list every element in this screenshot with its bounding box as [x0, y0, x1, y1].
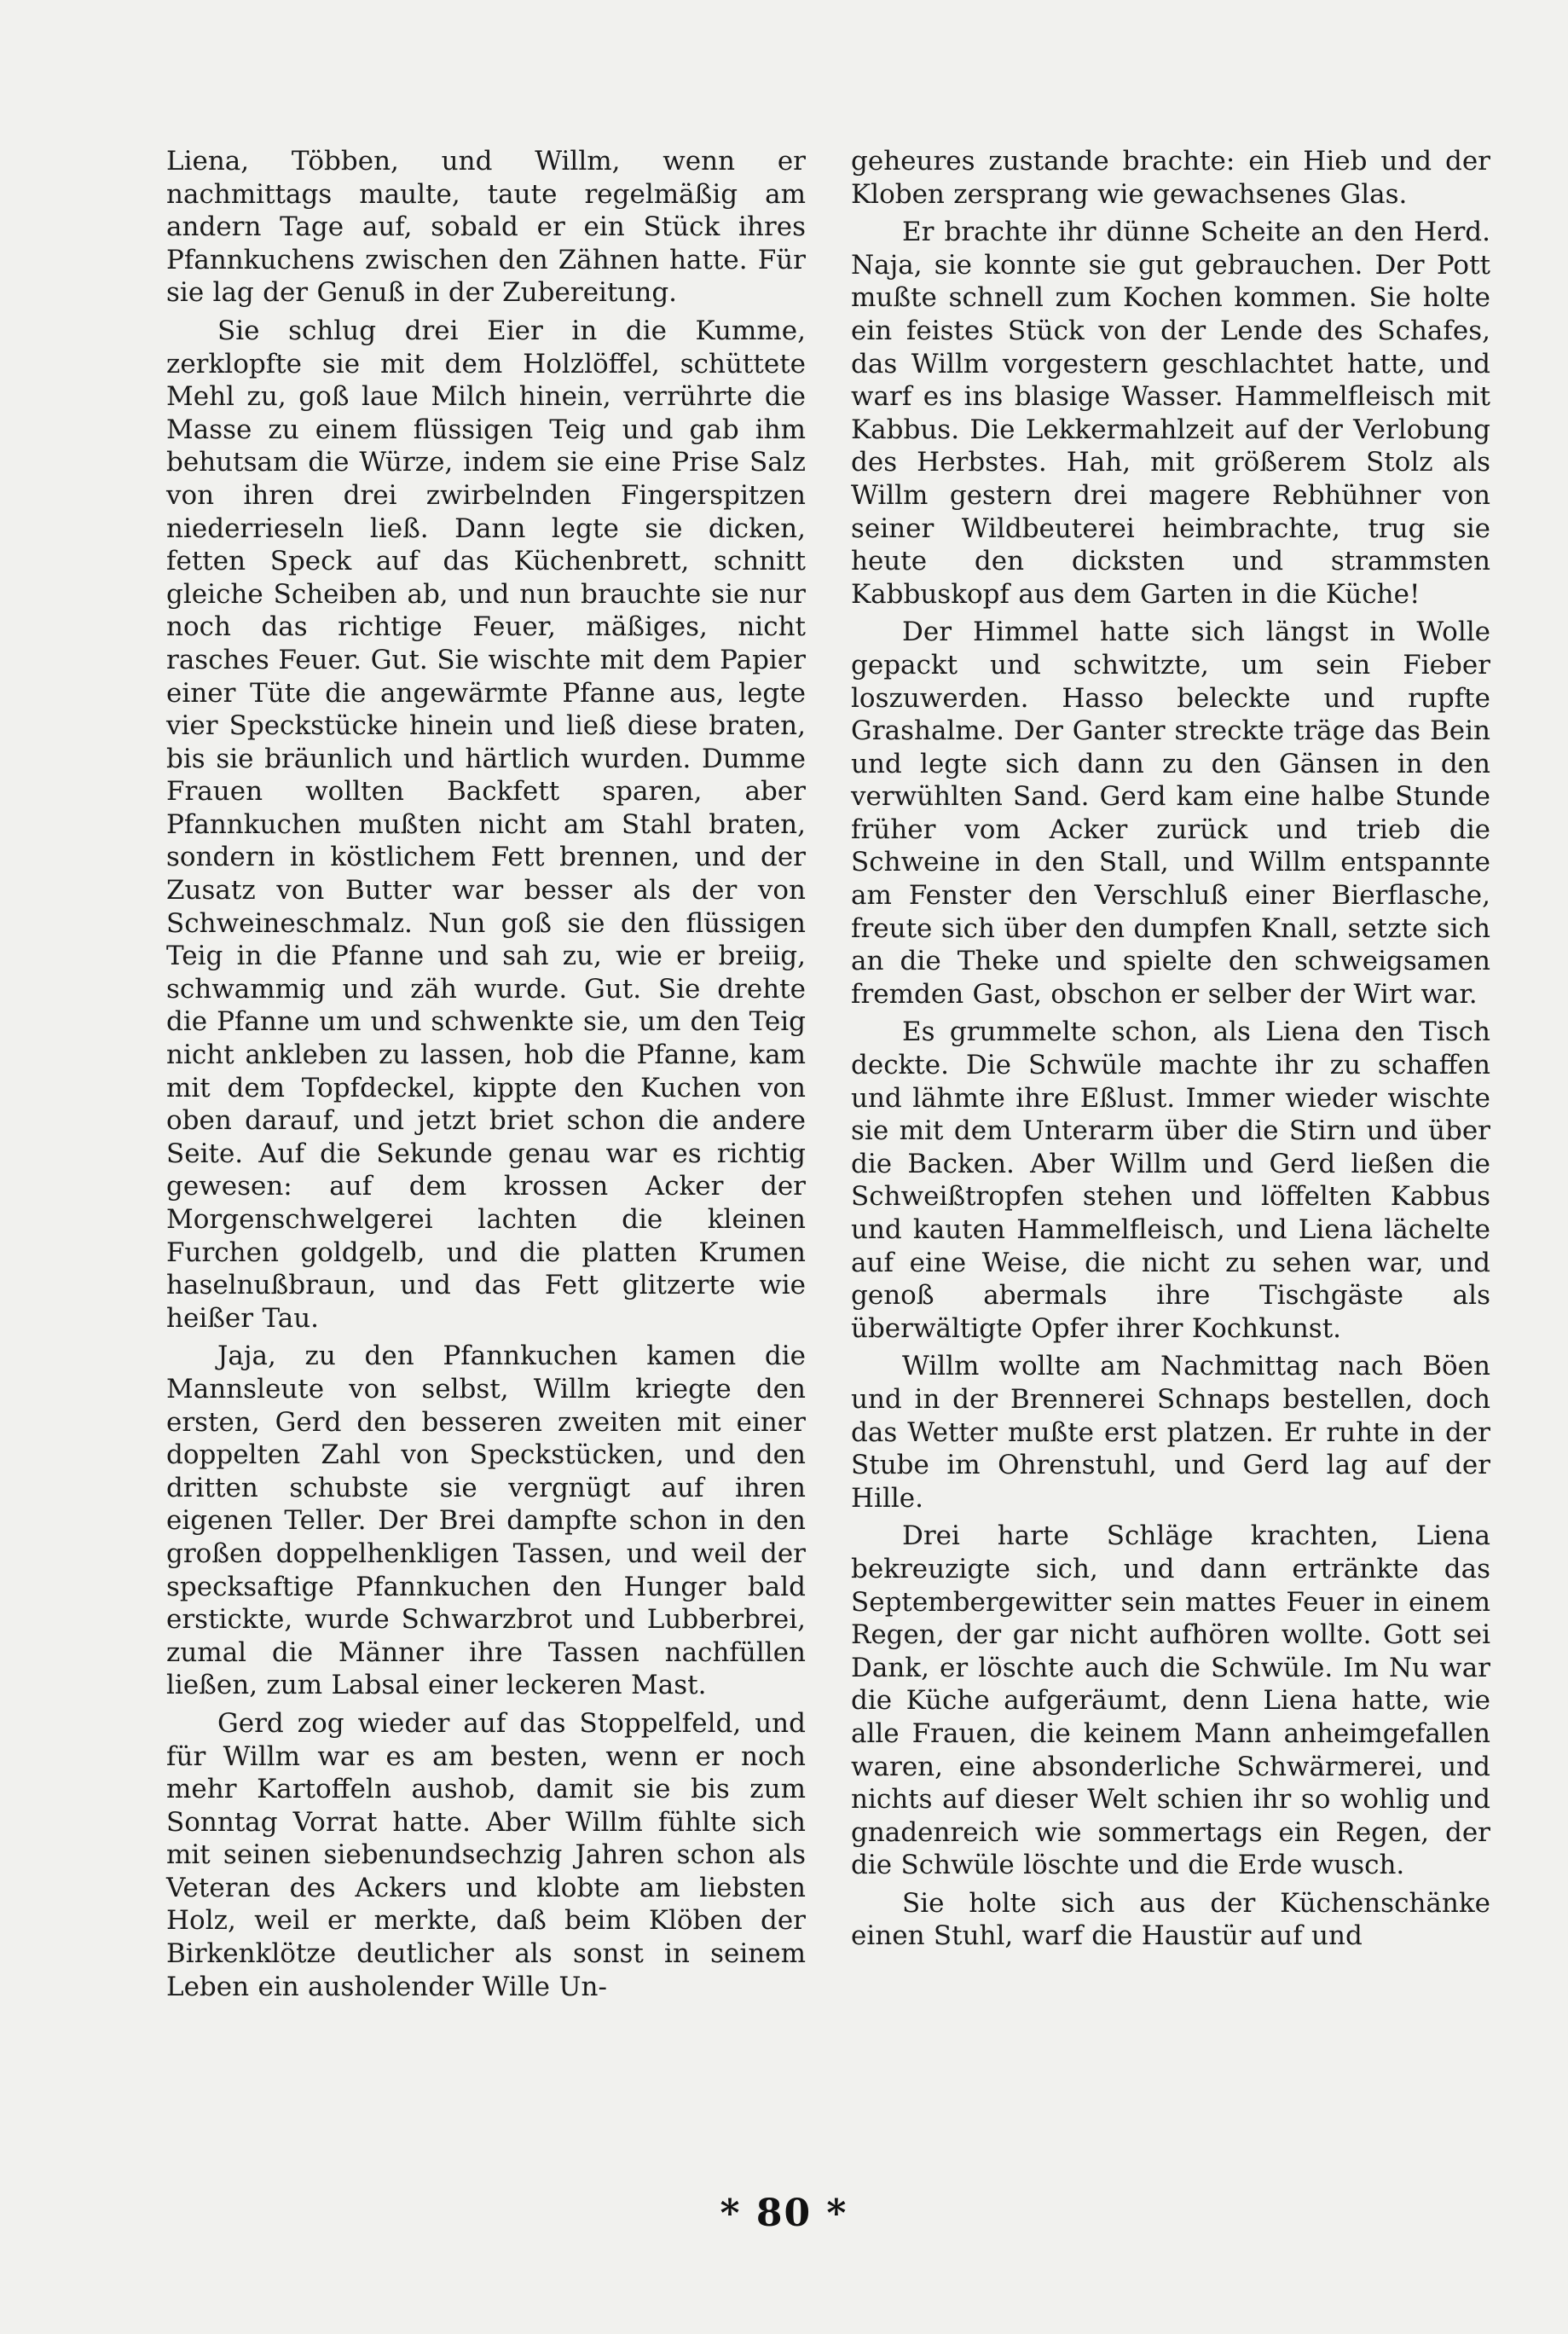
paragraph: Sie holte sich aus der Küchenschänke einen Stuhl, warf die Haustür auf und [851, 1887, 1490, 1952]
paragraph: Es grummelte schon, als Liena den Tisch deckte. Die Schwüle machte ihr zu schaffen und lähmte ihre Eßlust. Immer wieder wischte sie mit dem Unterarm über die Stirn und über die Backen. Aber Willm und Gerd ließen die Schweißtropfen stehen und löffelten Kabbus und kauten Hammelfleisch, und Liena lächelte auf eine Weise, die nicht zu sehen war, und genoß abermals ihre Tischgäste als überwältigte Opfer ihrer Kochkunst. [851, 1016, 1490, 1344]
paragraph: Liena, Többen, und Willm, wenn er nachmittags maulte, taute regelmäßig am andern Tage auf, sobald er ein Stück ihres Pfannkuchens zwischen den Zähnen hatte. Für sie lag der Genuß in der Zubereitung. [166, 146, 806, 309]
right-column [851, 145, 1490, 1953]
paragraph: Gerd zog wieder auf das Stoppelfeld, und für Willm war es am besten, wenn er noch mehr Kartoffeln aushob, damit sie bis zum Sonntag Vorrat hatte. Aber Willm fühlte sich mit seinen siebenundsechzig Jahren schon als Veteran des Ackers und klobte am liebsten Holz, weil er merkte, daß beim Klöben der Birkenklötze deutlicher als sonst in seinem Leben ein ausholender Wille Un- [166, 1707, 806, 2002]
paragraph: Jaja, zu den Pfannkuchen kamen die Mannsleute von selbst, Willm kriegte den ersten, Gerd den besseren zweiten mit einer doppelten Zahl von Speckstücken, und den dritten schubste sie vergnügt auf ihren eigenen Teller. Der Brei dampfte schon in den großen doppelhenkligen Tassen, und weil der specksaftige Pfannkuchen den Hunger bald erstickte, wurde Schwarzbrot und Lubberbrei, zumal die Männer ihre Tassen nachfüllen ließen, zum Labsal einer leckeren Mast. [166, 1341, 806, 1701]
paragraph: geheures zustande brachte: ein Hieb und der Kloben zersprang wie gewachsenes Glas. [851, 146, 1490, 210]
left-column [166, 145, 806, 2003]
page-number: * 80 * [720, 2192, 848, 2235]
paragraph: Sie schlug drei Eier in die Kumme, zerklopfte sie mit dem Holzlöffel, schüttete Mehl zu, goß laue Milch hinein, verrührte die Masse zu einem flüssigen Teig und gab ihm behutsam die Würze, indem sie eine Prise Salz von ihren drei zwirbelnden Fingerspitzen niederrieseln ließ. Dann legte sie dicken, fetten Speck auf das Küchenbrett, schnitt gleiche Scheiben ab, und nun brauchte sie nur noch das richtige Feuer, mäßiges, nicht rasches Feuer. Gut. Sie wischte mit dem Papier einer Tüte die angewärmte Pfanne aus, legte vier Speckstücke hinein und ließ diese braten, bis sie bräunlich und härtlich wurden. Dumme Frauen wollten Backfett sparen, aber Pfannkuchen mußten nicht am Stahl braten, sondern in köstlichem Fett brennen, und der Zusatz von Butter war besser als der von Schweineschmalz. Nun goß sie den flüssigen Teig in die Pfanne und sah zu, wie er breiig, schwammig und zäh wurde. Gut. Sie drehte die Pfanne um und schwenkte sie, um den Teig nicht ankleben zu lassen, hob die Pfanne, kam mit dem Topfdeckel, kippte den Kuchen von oben darauf, und jetzt briet schon die andere Seite. Auf die Sekunde genau war es richtig gewesen: auf dem krossen Acker der Morgenschwelgerei lachten die kleinen Furchen goldgelb, und die platten Krumen haselnußbraun, und das Fett glitzerte wie heißer Tau. [166, 315, 806, 1334]
paragraph: Er brachte ihr dünne Scheite an den Herd. Naja, sie konnte sie gut gebrauchen. Der Pott mußte schnell zum Kochen kommen. Sie holte ein feistes Stück von der Lende des Schafes, das Willm vorgestern geschlachtet hatte, und warf es ins blasige Wasser. Hammelfleisch mit Kabbus. Die Lekkermahlzeit auf der Verlobung des Herbstes. Hah, mit größerem Stolz als Willm gestern drei magere Rebhühner von seiner Wildbeuterei heimbrachte, trug sie heute den dicksten und strammsten Kabbuskopf aus dem Garten in die Küche! [851, 217, 1490, 610]
paragraph: Willm wollte am Nachmittag nach Böen und in der Brennerei Schnaps bestellen, doch das Wetter mußte erst platzen. Er ruhte in der Stube im Ohrenstuhl, und Gerd lag auf der Hille. [851, 1351, 1490, 1514]
paragraph: Drei harte Schläge krachten, Liena bekreuzigte sich, und dann ertränkte das Septembergewitter sein mattes Feuer in einem Regen, der gar nicht aufhören wollte. Gott sei Dank, er löschte auch die Schwüle. Im Nu war die Küche aufgeräumt, denn Liena hatte, wie alle Frauen, die keinem Mann anheimgefallen waren, eine absonderliche Schwärmerei, und nichts auf dieser Welt schien ihr so wohlig und gnadenreich wie sommertags ein Regen, der die Schwüle löschte und die Erde wusch. [851, 1520, 1490, 1881]
paragraph: Der Himmel hatte sich längst in Wolle gepackt und schwitzte, um sein Fieber loszuwerden. Hasso beleckte und rupfte Grashalme. Der Ganter streckte träge das Bein und legte sich dann zu den Gänsen in den verwühlten Sand. Gerd kam eine halbe Stunde früher vom Acker zurück und trieb die Schweine in den Stall, und Willm entspannte am Fenster den Verschluß einer Bierflasche, freute sich über den dumpfen Knall, setzte sich an die Theke und spielte den schweigsamen fremden Gast, obschon er selber der Wirt war. [851, 617, 1490, 1010]
